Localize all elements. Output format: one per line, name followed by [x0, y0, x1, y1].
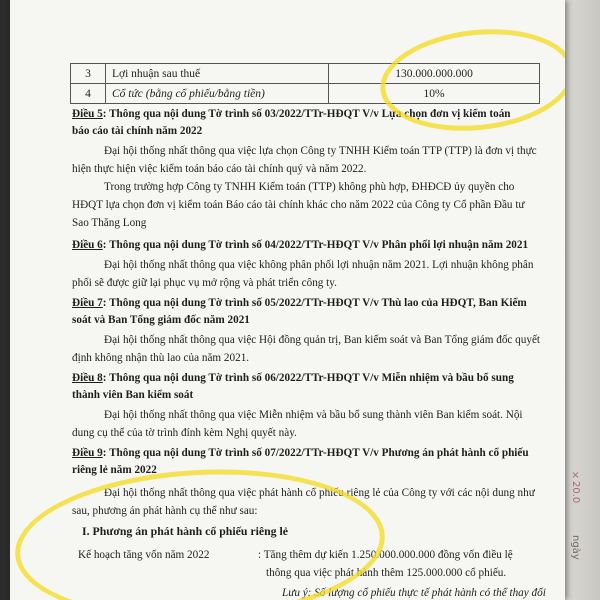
table-row — [71, 84, 540, 104]
row-number: 3 — [71, 64, 106, 84]
article-7-text: Đại hội thống nhất thông qua việc Hội đồng quản trị, Ban kiểm soát và Ban Tổng giám đốc quyết — [104, 334, 541, 346]
article-7-text: định không nhận thù lao của năm 2021. — [72, 352, 250, 364]
article-6-text: phối sẽ được giữ lại phục vụ mở rộng và phát triển công ty. — [72, 277, 337, 289]
article-6-text: Đại hội thống nhất thông qua việc không phân phối lợi nhuận năm 2021. Lợi nhuận không phân — [104, 259, 534, 271]
article-8-heading-cont: thành viên Ban kiểm soát — [72, 389, 194, 401]
plan-note: Lưu ý: Số lượng cổ phiếu thực tế phát hành có thể thay đổi — [282, 587, 546, 599]
row-value: 10% — [329, 84, 540, 104]
section-heading: I. Phương án phát hành cổ phiếu riêng lẻ — [82, 524, 289, 538]
plan-text: thông qua việc phát hành thêm 125.000.000 cổ phiếu. — [266, 567, 507, 579]
article-9-text: sau, phương án phát hành cụ thể như sau: — [72, 505, 258, 517]
financial-table — [70, 63, 540, 104]
document-page — [10, 0, 565, 600]
plan-text: : Tăng thêm dự kiến 1.250.000.000.000 đồng vốn điều lệ — [258, 549, 513, 561]
row-item: Cổ tức (bằng cổ phiếu/bằng tiền) — [106, 84, 329, 104]
article-8-heading: Điều 8: Thông qua nội dung Tờ trình số 06/2022/TTr-HĐQT V/v Miễn nhiệm và bầu bổ sung — [72, 372, 514, 384]
article-6-heading: Điều 6: Thông qua nội dung Tờ trình số 04/2022/TTr-HĐQT V/v Phân phối lợi nhuận năm 2021 — [72, 239, 529, 251]
article-5-text: Sao Thăng Long — [72, 217, 147, 229]
article-9-heading: Điều 9: Thông qua nội dung Tờ trình số 07/2022/TTr-HĐQT V/v Phương án phát hành cổ phiếu — [72, 447, 529, 459]
article-5-text: hiện thực hiện việc kiểm toán báo cáo tài chính quý và năm 2022. — [72, 163, 367, 175]
row-number: 4 — [71, 84, 106, 104]
article-8-text: Đại hội thống nhất thông qua việc Miễn nhiệm và bầu bổ sung thành viên Ban kiểm soát. Nội — [104, 409, 523, 421]
table-row — [71, 64, 540, 84]
article-8-text: dung cụ thể của tờ trình đính kèm Nghị quyết này. — [72, 427, 297, 439]
row-item: Lợi nhuận sau thuế — [106, 64, 329, 84]
article-9-text: Đại hội thống nhất thông qua việc phát hành cổ phiếu riêng lẻ của Công ty với các nội dung như — [104, 487, 535, 499]
right-margin-strip — [565, 0, 600, 600]
margin-mark: ×20.0 — [570, 470, 581, 504]
article-5-heading: Điều 5: Thông qua nội dung Tờ trình số 03/2022/TTr-HĐQT V/v Lựa chọn đơn vị kiểm toán — [72, 108, 511, 120]
row-value: 130.000.000.000 — [329, 64, 540, 84]
article-5-text: Đại hội thống nhất thông qua việc lựa chọn Công ty TNHH Kiểm toán TTP (TTP) là đơn vị thực — [104, 145, 537, 157]
margin-mark: ngày — [570, 535, 581, 560]
article-5-text: HĐQT lựa chọn đơn vị kiểm toán Báo cáo tài chính khác cho năm 2022 của Công ty Cổ phần Đầu tư — [72, 199, 525, 211]
article-7-heading: Điều 7: Thông qua nội dung Tờ trình số 05/2022/TTr-HĐQT V/v Thù lao của HĐQT, Ban Kiểm — [72, 297, 527, 309]
article-9-heading-cont: riêng lẻ năm 2022 — [72, 464, 157, 476]
article-5-heading-cont: báo cáo tài chính năm 2022 — [72, 125, 203, 137]
article-5-text: Trong trường hợp Công ty TNHH Kiểm toán (TTP) không phù hợp, ĐHĐCĐ ủy quyền cho — [104, 181, 515, 193]
article-7-heading-cont: soát và Ban Tổng giám đốc năm 2021 — [72, 314, 250, 326]
plan-label: Kế hoạch tăng vốn năm 2022 — [78, 549, 210, 561]
